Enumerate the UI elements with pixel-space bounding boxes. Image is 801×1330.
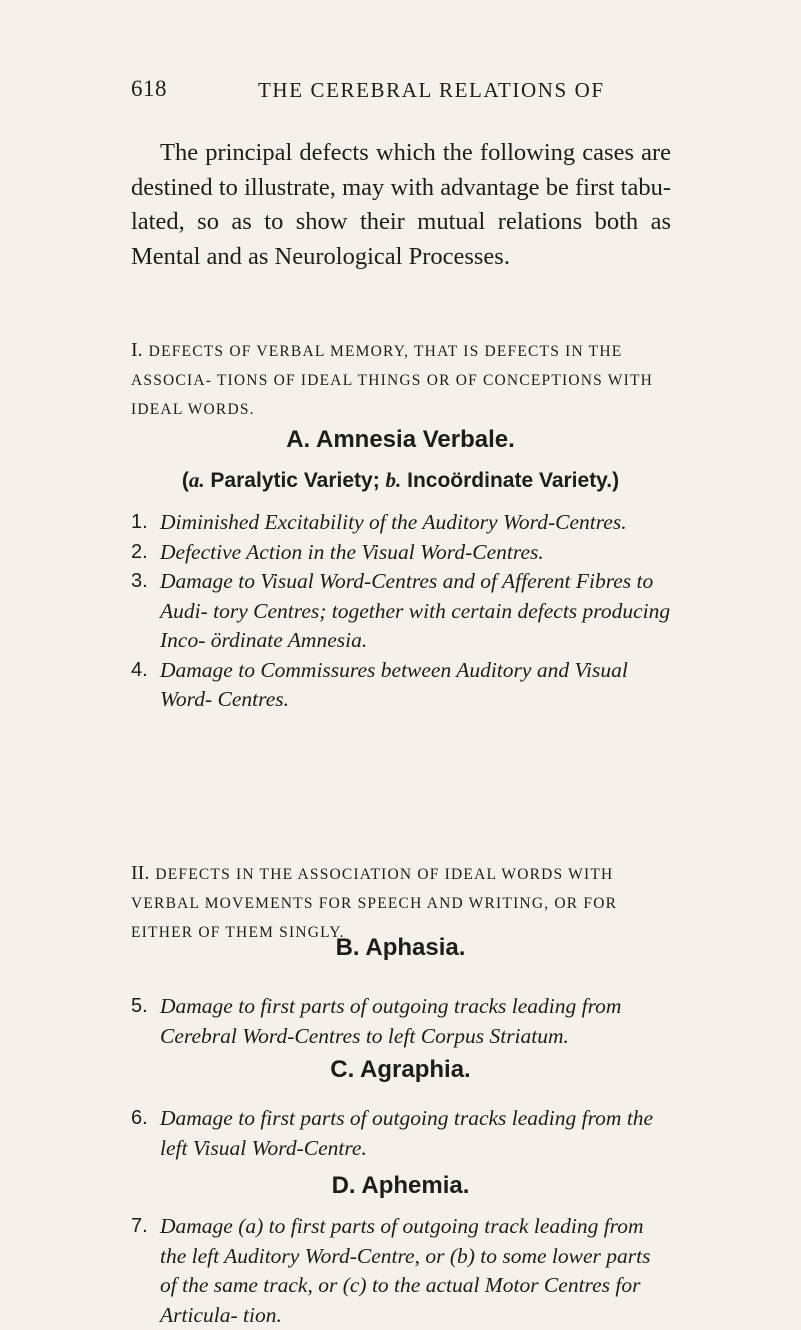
- item-text: Diminished Excitability of the Auditory Word-Centres.: [160, 510, 627, 534]
- list-item: [131, 1104, 671, 1163]
- subsection-d-title: D. Aphemia.: [331, 1172, 470, 1199]
- variety-line: [0, 468, 801, 493]
- item-number: 7.: [131, 1215, 148, 1237]
- item-number: 6.: [131, 1107, 148, 1129]
- section-2-numeral: II.: [131, 862, 150, 884]
- item-number: 2.: [131, 540, 148, 563]
- subsection-a-list: [131, 508, 671, 715]
- item-number: 3.: [131, 570, 148, 592]
- subsection-a-title: A. Amnesia Verbale.: [286, 426, 515, 453]
- running-head: [0, 76, 801, 108]
- item-text: Damage (a) to first parts of outgoing track leading from the left Auditory Word-Centre, or (b) to some lower parts of the same track, or (c) to the actual Motor Centres for Articula- tion.: [160, 1214, 651, 1327]
- subsection-d-list: [131, 1212, 671, 1330]
- variety-a-letter: a.: [188, 468, 205, 492]
- subsection-c-title: C. Agraphia.: [330, 1056, 471, 1083]
- list-item: [131, 992, 671, 1051]
- item-text: Damage to Commissures between Auditory and Visual Word- Centres.: [160, 657, 628, 711]
- list-item: [131, 567, 671, 656]
- item-number: 4.: [131, 658, 148, 681]
- item-text: Damage to Visual Word-Centres and of Afferent Fibres to Audi- tory Centres; together with certain defects producing Inco- ördinate Amnesia.: [160, 569, 671, 652]
- list-item: [131, 656, 671, 715]
- item-text: Defective Action in the Visual Word-Centres.: [160, 539, 544, 564]
- list-item: [131, 538, 671, 568]
- section-1-numeral: I.: [131, 339, 143, 361]
- intro-paragraph: The principal defects which the following cases are destined to illustrate, may with advantage be first tabu- lated, so as to show their mutual relations both as Mental and as Neurological Processes.: [131, 139, 671, 270]
- subsection-b-title: B. Aphasia.: [335, 934, 466, 961]
- item-number: 5.: [131, 995, 148, 1017]
- item-text: Damage to first parts of outgoing tracks leading from Cerebral Word-Centres to left Corpus Striatum.: [160, 994, 622, 1048]
- section-2-heading-text: DEFECTS IN THE ASSOCIATION OF IDEAL WORDS WITH VERBAL MOVEMENTS FOR SPEECH AND WRITING, OR FOR EITHER OF THEM SINGLY.: [131, 866, 618, 941]
- variety-open-paren: (: [181, 469, 189, 492]
- list-item: [131, 508, 671, 538]
- item-number: 1.: [131, 511, 148, 533]
- list-item: [131, 1212, 671, 1330]
- section-1-heading-text: DEFECTS OF VERBAL MEMORY, THAT IS DEFECTS IN THE ASSOCIA- TIONS OF IDEAL THINGS OR OF CONCEPTIONS WITH IDEAL WORDS.: [131, 343, 654, 418]
- running-title: THE CEREBRAL RELATIONS OF: [258, 78, 605, 102]
- variety-b-letter: b.: [385, 468, 402, 492]
- section-1-heading: [131, 336, 671, 424]
- variety-b-text: Incoördinate Variety.): [401, 469, 620, 492]
- subsection-c-list: [131, 1104, 671, 1163]
- item-text: Damage to first parts of outgoing tracks leading from the left Visual Word-Centre.: [160, 1106, 654, 1160]
- variety-a-text: Paralytic Variety;: [204, 469, 386, 492]
- subsection-b-list: [131, 992, 671, 1051]
- page-number: 618: [131, 76, 167, 101]
